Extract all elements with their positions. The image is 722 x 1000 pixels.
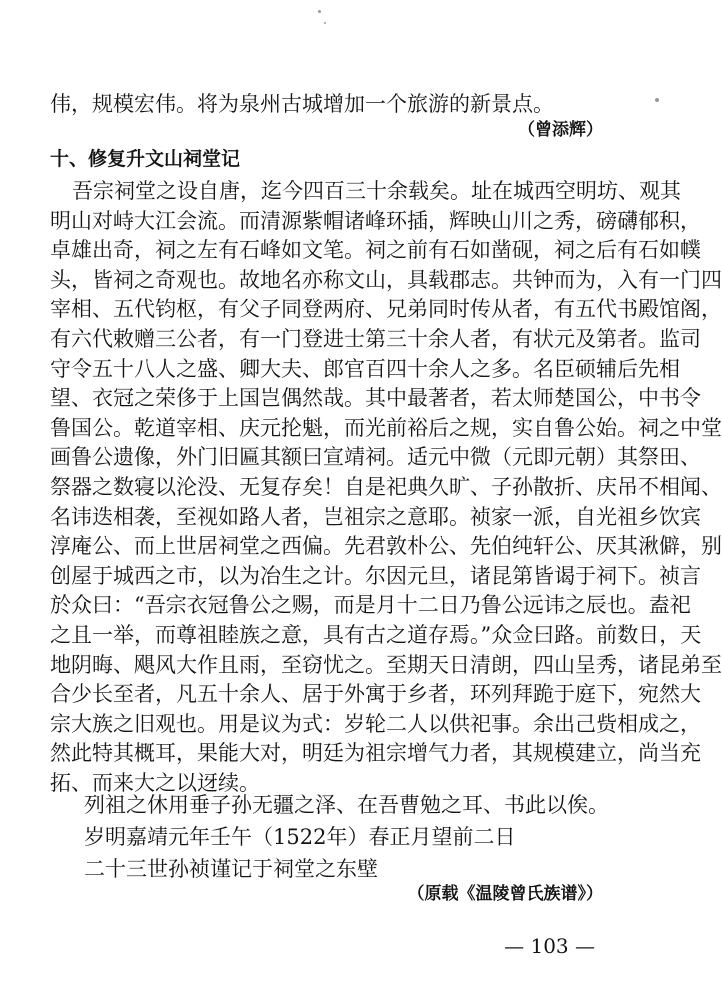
section-title: 十、修复升文山祠堂记 bbox=[50, 148, 241, 170]
body-line: 鲁国公。乾道宰相、庆元抡魁，而光前裕后之规，实自鲁公始。祠之中堂 bbox=[50, 415, 722, 440]
body-line: 望、衣冠之荣侈于上国岂偶然哉。其中最著者，若太师楚国公，中书令 bbox=[50, 386, 701, 411]
body-line: 拓、而来大之以迓续。 bbox=[50, 771, 260, 795]
body-line: 明山对峙大江会流。而清源紫帽诸峰环插，辉映山川之秀，磅礴郁积， bbox=[50, 208, 701, 233]
scan-speck bbox=[324, 22, 326, 24]
body-line: 淳庵公、而上世居祠堂之西偏。先君敦朴公、先伯纯轩公、厌其湫僻，别 bbox=[50, 534, 722, 559]
previous-section-last-line: 伟，规模宏伟。将为泉州古城增加一个旅游的新景点。 bbox=[50, 92, 554, 116]
body-line: 於众曰：“吾宗衣冠鲁公之赐，而是月十二日乃鲁公远讳之辰也。盍祀 bbox=[50, 593, 691, 618]
body-line: 宗大族之旧观也。用是议为式：岁轮二人以供祀事。余出己赀相成之， bbox=[50, 711, 701, 736]
body-line: 画鲁公遗像，外门旧匾其额曰宣靖祠。适元中微（元即元朝）其祭田、 bbox=[50, 445, 701, 470]
body-line: 卓雄出奇，祠之左有石峰如文笔。祠之前有石如凿砚，祠之后有石如幞 bbox=[50, 238, 701, 263]
signature-line: 二十三世孙祯谨记于祠堂之东壁 bbox=[84, 857, 378, 881]
body-line: 吾宗祠堂之设自唐，迄今四百三十余载矣。址在城西空明坊、观其 bbox=[72, 179, 681, 203]
source-citation: （原载《温陵曾氏族谱》） bbox=[407, 884, 603, 904]
body-line: 宰相、五代钧枢，有父子同登两府、兄弟同时传从者，有五代书殿馆阁， bbox=[50, 297, 722, 322]
body-line: 守令五十八人之盛、卿大夫、郎官百四十余人之多。名臣硕辅后先相 bbox=[50, 356, 680, 381]
body-line: 创屋于城西之市，以为冶生之计。尔因元旦，诸昆第皆谒于祠下。祯言 bbox=[50, 563, 701, 588]
body-line: 地阴晦、飓风大作且雨，至窃忧之。至期天日清朗，四山呈秀，诸昆弟至 bbox=[50, 652, 722, 677]
previous-section-author: （曾添辉） bbox=[518, 120, 603, 140]
page-number: — 103 — bbox=[504, 934, 595, 958]
body-line: 祭器之数寝以沦没、无复存矣！自是祀典久旷、子孙散折、庆吊不相闻、 bbox=[50, 475, 722, 499]
body-line: 有六代敕赠三公者，有一门登进士第三十余人者，有状元及第者。监司 bbox=[50, 327, 701, 351]
body-line: 头，皆祠之奇观也。故地名亦称文山，具载郡志。共钟而为，入有一门四 bbox=[50, 267, 722, 292]
body-line: 合少长至者，凡五十余人、居于外寓于乡者，环列拜跪于庭下，宛然大 bbox=[50, 682, 701, 707]
scan-speck bbox=[655, 98, 659, 102]
scan-speck bbox=[318, 10, 321, 13]
closing-line: 列祖之休用垂子孙无疆之泽、在吾曹勉之耳、书此以俟。 bbox=[84, 793, 609, 817]
body-line: 之且一举，而尊祖睦族之意，具有古之道存焉。”众佥曰路。前数日，天 bbox=[50, 623, 702, 647]
body-line: 然此特其概耳，果能大对，明廷为祖宗增气力者，其规模建立，尚当充 bbox=[50, 741, 701, 766]
date-line: 岁明嘉靖元年壬午（1522年）春正月望前二日 bbox=[84, 825, 516, 849]
body-line: 名讳迭相袭，至视如路人者，岂祖宗之意耶。祯家一派，自光祖乡饮宾 bbox=[50, 504, 701, 529]
